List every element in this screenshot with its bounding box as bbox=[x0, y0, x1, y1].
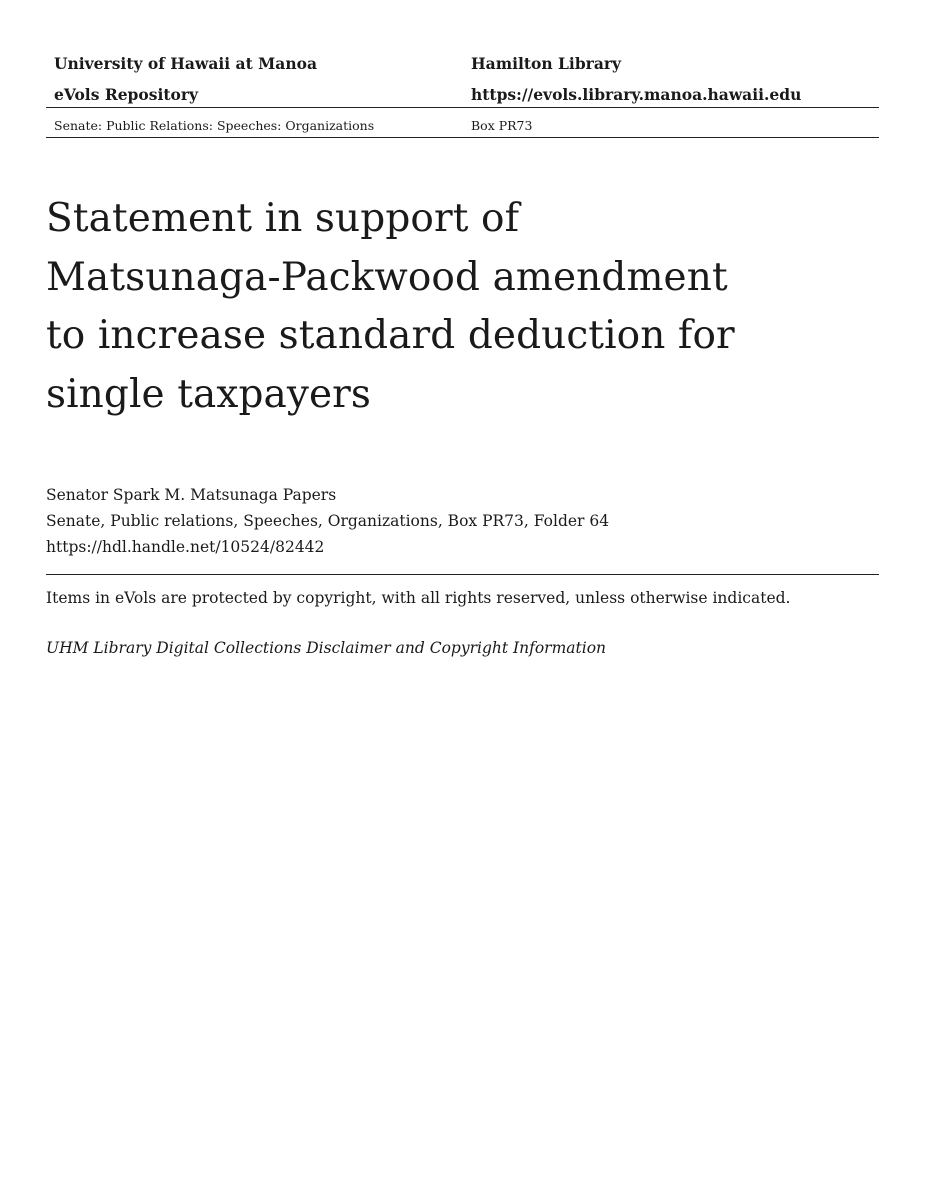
papers-name: Senator Spark M. Matsunaga Papers bbox=[46, 486, 337, 504]
disclaimer-link[interactable]: UHM Library Digital Collections Disclaimer and Copyright Information bbox=[46, 639, 607, 657]
header-divider-bottom bbox=[46, 137, 879, 138]
repository-url[interactable]: https://evols.library.manoa.hawaii.edu bbox=[471, 85, 802, 104]
document-title: Statement in support of Matsunaga-Packwood amendment to increase standard deduction for single taxpayers bbox=[46, 196, 735, 417]
collection-path: Senate: Public Relations: Speeches: Organizations bbox=[54, 118, 375, 133]
repository-name: eVols Repository bbox=[54, 85, 199, 104]
header-block bbox=[46, 54, 879, 140]
cover-page bbox=[46, 0, 879, 657]
folder-location: Senate, Public relations, Speeches, Organizations, Box PR73, Folder 64 bbox=[46, 512, 610, 530]
handle-link[interactable]: https://hdl.handle.net/10524/82442 bbox=[46, 538, 325, 556]
metadata-divider bbox=[46, 574, 879, 575]
institution-name: University of Hawaii at Manoa bbox=[54, 54, 317, 73]
box-label: Box PR73 bbox=[471, 118, 533, 133]
header-divider-top bbox=[46, 107, 879, 108]
rights-statement: Items in eVols are protected by copyright, with all rights reserved, unless otherwise indicated. bbox=[46, 589, 791, 607]
document-metadata bbox=[46, 482, 879, 560]
library-name: Hamilton Library bbox=[471, 54, 622, 73]
